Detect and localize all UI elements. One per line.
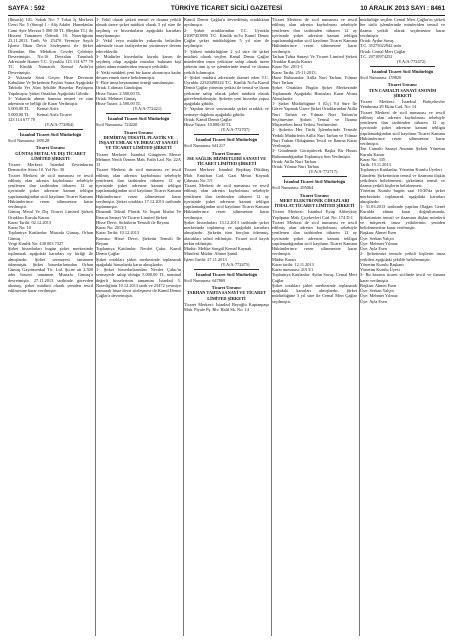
notice-paragraph: Ticaret Merkezi: İstanbul Beyoğlu Kaptanpaşa Mah. Piyale Pş. Blv. Halil Sk. No: 14	[184, 301, 271, 313]
notice-paragraph: (Y.A/A-772475)	[184, 261, 250, 267]
notice-heading: Ticaret Unvanı: GÜNTAŞ METAL VE DIŞ TİCARET LİMİTED ŞİRKETİ	[15, 145, 86, 161]
notice-paragraph: Ortak: Kamil Demir Çağlar Hisse Tutarı: 10.000,00 TL	[184, 116, 232, 127]
notice-heading: Ticaret Unvanı: MERT ELEKTRONİK CİHAZLARI İTHALAT TİCARET LİMİTED ŞİRKETİ	[274, 192, 355, 209]
notice-separator	[106, 113, 171, 114]
notice-paragraph: Şirket hissedarları 13.12.2013 tarihinde şirket merkezinde toplanmış ve aşağıdaki kararları almışlardır. Şirketin tüm borçları ödenmiş, alacakları tahsil edilmiştir. Ticaret sicil kaydı terkin edilmiştir.	[184, 219, 271, 246]
notice-paragraph: 2- Şirketin Her Türlü İşlemlerinde Temsile Yetkili Müdürlerin Atilla Nuri Tarhan ve Yılmaz Nuri Tarhan Olduğunun Tescil ve İlanına Karar Verilmiştir.	[272, 127, 359, 148]
notice-paragraph: 2- Şirket ortaklarından T.C. Uyruklu 21087453890 T.C. Kimlik no'lu Kamil Demir Çağlar şirket müdürlüğüne 5 yıl süre ile seçilmiştir.	[184, 27, 271, 49]
notice-paragraph: 3- Müdürler hissedarlar kurulu kararı ile seçilmiş olup aşağıda imzaları bulunan kişi şirket adına münferiden imzaya yetkilidir.	[96, 53, 183, 70]
text-columns	[8, 17, 445, 636]
notice-heading: İstanbul Ticaret Sicil Müdürlüğü	[19, 131, 82, 137]
notice-heading: İstanbul Ticaret Sicil Müdürlüğü	[283, 179, 346, 185]
notice-paragraph: (Y.A/A-772717)	[272, 169, 338, 175]
notice-paragraph: (Y.A/A-772421)	[96, 106, 162, 112]
notice-paragraph: 2- Yukarıda Sözü Geçen Hisse Devrinin Kabulüne Ve Şirketimiz Payları Sonra Aşağıdaki Tabloda Yer Alan Şekilde Hissedar Paylaşımı Yapılmıştır. Şirket Ortakları Aşağıdaki Gibidir:	[8, 74, 95, 96]
notice-paragraph: Karar Tarihi: 02.12.2013 Karar No: 10 Toplantıya Katılanlar: Mustafa Güntaş, Orhan Güntaş Vergi Kimlik No: 438 003 7327	[8, 219, 93, 246]
notice-paragraph: (Y.A/A-772472)	[360, 59, 426, 64]
notice-paragraph: 5.000,00 TL Kemal Arifa 5.000,00 TL Kemal Arifa Ticaret 123 114 677 70	[8, 106, 72, 122]
notice-paragraph: Karar No: 2013/1 Karar Tarihi: 10.12.2013 Konusu: Hisse Devri, Şirketin Temsili İle Beyanı Toplantıya Katılanlar: Necdet Çakır, Kamil Demir Çağlar	[96, 225, 181, 257]
notice-paragraph: 2- Vekil veya müdürler yukarıda belirtilen adresinde ticari faaliyetlerini yürütmeye devam edeceklerdir.	[96, 38, 183, 54]
notice-paragraph: Ticaret Merkezi: İstanbul Zeytinburnu Demirciler Sitesi 10. Yol No: 30	[8, 162, 95, 173]
notice-paragraph: müdürlüğe seçilen Cemal Mert Çağlar'ın şirketi her türlü işlemlerinde münferiden temsil ve ilzama yetkili olarak seçilmesine karar verilmiştir.	[360, 17, 447, 38]
notice-paragraph: Sicil Numarası: 189128	[8, 138, 50, 144]
notice-paragraph: Ticaret Merkezi: İstanbul Bahçelievler Yenibosna 29 Ekim Cad. No: 14	[360, 99, 446, 110]
notice-paragraph: Müdür Kararı Karar tarihi: 12.11.2013 Karar numarası: 2013/1 Toplantıya Katılanlar: Aydın Savaş, Cemal Mert Çağlar	[272, 256, 357, 283]
notice-paragraph: (Y.A/A-772707)	[184, 127, 250, 133]
notice-paragraph: Karar No: 2013-1 Karar Tarihi: 25-11-2013 Hazır Bulunanlar: Atilla Nuri Tarhan, Yılmaz Nuri Tarhan	[272, 64, 357, 85]
notice-paragraph: Ticaret Merkezi de sicil numarası ve tescil edilmiş olan adresin kaybolması sebebiyle yenilenen ilan tarihinden itibaren 12 ay içerisinde şirket adresine kanuni tebligat yapılamadığından sicil kaydının Ticaret Kanunu Hükümlerince resen silinmesine karar verilmiştir.	[360, 109, 447, 147]
notice-paragraph: 3- Bu kararın ticaret sicilinde tescil ve ilanına karar verilmiştir.	[360, 272, 447, 283]
notice-paragraph: 4- Yetki müddeti yeni bir karar alınıncaya kadar devam etmek üzere belirlenmiştir.	[96, 69, 183, 80]
notice-heading: Ticaret Unvanı: TEN CAMALTI SANAYİ ANONİM ŞİRKETİ	[368, 82, 437, 98]
notice-heading: İstanbul Ticaret Sicil Müdürlüğü	[371, 68, 434, 74]
column-1	[8, 17, 96, 636]
notice-heading: Ticaret Unvanı: JSE SAĞLIK HİZMETLERİ SANAYİ VE TİCARET LİMİTED ŞİRKETİ	[186, 150, 267, 167]
notice-paragraph: Ortak: Atilla Nuri Tarhan Ortak: Yılmaz Nuri Tarhan	[272, 158, 319, 169]
notice-paragraph: Şirket ortakları şirket merkezinde toplanarak aşağıdaki kararları almışlardır. Şirket müdürlüğüne 3 yıl süre ile Cemal Mert Çağlar seçilmiştir.	[272, 282, 359, 304]
notice-paragraph: Ortak: Lokman Gündoğan Hisse Tutarı: 2.500,00 TL Ortak: Mehmet Güntaş Hisse Tutarı: 2.500,00 TL	[96, 85, 142, 106]
notice-paragraph: 2- Şirketimizi temsile yetkili kişilerin imza yetkileri aşağıdaki şekilde belirlenmiştir.	[360, 251, 447, 262]
notice-heading: İstanbul Ticaret Sicil Müdürlüğü	[107, 116, 170, 122]
column-2	[96, 17, 181, 636]
notice-paragraph: Sicil Numarası: 647869	[184, 277, 226, 283]
notice-paragraph: Şirket hissedarları bugün şirket merkezinde toplanarak aşağıdaki kararları oy birliği ile almışlardır. Şirket sermayesi tamamen ödenmiştir. Şirket hissedarlarından Orhan Güntaş Gayrimenkul Tic. Ltd. Şti.ne ait 2.500 adet hisseyi tamamen Mustafa Güntaş'a devretmiştir. 27.11.2013 tarihinde görevden alınmış, şirket müdürü olarak yeniden tescil edilmesine karar verilmiştir.	[8, 246, 95, 294]
notice-separator	[370, 66, 435, 67]
notice-paragraph: Ten Camaltı Sanayi Anonim Şirketi Yönetim Kurulu Kararı	[360, 146, 447, 157]
notice-paragraph: Yönetim Kurulu Başkanı Yönetim Kurulu Üyesi	[360, 261, 404, 273]
notice-paragraph: 1- Şirket hissedarlarından Necdet Çakır'ın sermayede sahip olduğu 5.000,00 TL nominal değerli hisselerinin tamamını İstanbul 5. Noterliğinin 10.12.2013 tarih ve 25472 yevmiye numaralı hisse devri sözleşmesi ile Kamil Demir Çağlar'a devretmiştir.	[96, 267, 183, 299]
column-5	[360, 17, 445, 636]
page-header	[8, 2, 445, 16]
notice-heading: İstanbul Ticaret Sicil Müdürlüğü	[195, 137, 258, 143]
notice-separator	[18, 129, 83, 130]
notice-paragraph: Güntaş Metal Ve Dış Ticaret Limited Şirketi Ortakları Kurulu Kararı	[8, 209, 95, 220]
notice-paragraph: Şirket ortakları şirket merkezinde toplanarak aşağıdaki hususlarda karar almışlardır:	[96, 256, 183, 267]
page-number: SAYFA : 592	[8, 5, 45, 12]
notice-paragraph: (Y.A/A-772864)	[8, 122, 74, 127]
notice-separator	[194, 269, 259, 270]
notice-paragraph: Ticaret Merkezi de sicil numarası ve tescil edilmiş olan adresin kaybolması sebebiyle yenilenen ilan tarihinden itibaren 12 ay içerisinde şirket adresine kanuni tebligat yapılamadığından sicil kaydının Ticaret Kanunu Hükümlerince resen silinmesine karar verilmiştir.	[8, 172, 95, 210]
column-3	[184, 17, 269, 636]
notice-paragraph: 1- 31.03.2013 tarihinde yapılan Olağan Genel Kurulda alınan karar doğrultusunda, Şirketimizin temsil ve ilzamına ilişkin münferit ve müşterek imza yetkilerinin yeniden belirlenmesine karar verilmiştir.	[360, 204, 447, 231]
notice-paragraph: Müdür: Melike Sarıgül Kemal Kaynak Münferit Müdür: Ahmet Şamil İşlem Tarihi: 27.11.2013	[184, 246, 252, 262]
notice-paragraph: 5- Ekte imza beyanname örneği sunulmuştur.	[96, 80, 175, 85]
notice-paragraph: 5- Yapılan devir sonrasında şirket ortaklık ve sermaye dağılımı aşağıdaki gibidir.	[184, 106, 271, 117]
notice-heading: Ticaret Unvanı: DEMİRTAŞ TEKSTİL PLASTİK VE İNŞAAT EMLAK VE İHRACAT SANAYİ VE TİCARET LİMİTED ŞİRKETİ	[98, 129, 179, 151]
notice-paragraph: Ticaret Merkezi de sicil numarası ve tescil edilmiş olan adresin kaybolması sebebiyle yenilenen ilan tarihinden itibaren 12 ay içerisinde şirket adresine kanuni tebligat yapılamadığından sicil kaydının Ticaret Kanunu Hükümlerince resen silinmesine karar verilmiştir.	[184, 183, 271, 220]
column-4	[272, 17, 357, 636]
notice-paragraph: Gündem: Şirketimizin temsil ve ilzamına ilişkin yetkilerin belirlenmesi; şirketimiz temsil ve ilzama yetkili kişilerin belirlenmesi.	[360, 172, 447, 189]
notice-paragraph: Ticaret Merkezi: İstanbul Güngören Merter Mehmet Nesih Özmen Mah. Fatih Lad. No: 22A 13	[96, 151, 183, 168]
notice-paragraph: Ticaret Merkezi de sicil numarası ve tescil edilmiş olan adresin kaybolması sebebiyle yenilenen ilan tarihinden itibaren 12 ay içerisinde şirket adresine kanuni tebligat yapılamadığından sicil kaydının Ticaret Kanunu Hükümlerince resen silinmesine karar verilmiştir.	[272, 17, 359, 54]
notice-paragraph: Tarhan Tahta Sanayi Ve Ticaret Limited Şirketi Ortaklar Kurulu Kararı	[272, 53, 359, 64]
notice-paragraph: Ortak: Aydın Savaş T.C. 35275022942 nolu Ortak: Cemal Mert Çağlar T.C. 29710974252	[360, 38, 406, 59]
issue-date: 10 ARALIK 2013 SAYI : 8461	[360, 5, 445, 12]
notice-paragraph: 1- Şirket Müdürlüğüne 3 (Üç) Yıl Süre İle Görev Yapmak Üzere Şirket Ortaklarından Atilla Nuri Tarhan ve Yılmaz Nuri Tarhan'ın Seçilmesine. Şirketi Temsil ve İlzama Müştereken İmza Yetkisi Verilmesine.	[272, 101, 359, 127]
notice-separator	[282, 176, 347, 177]
notice-paragraph: Şirket Ortakları Bugün Şirket Merkezinde Toplanarak Aşağıdaki Hususları Karar Altına Almışlardır:	[272, 85, 359, 101]
notice-paragraph: Hisse Devri, Sirkülerin Temsili ile Beyanı	[96, 219, 169, 225]
notice-paragraph: Ticaret Merkezi: İstanbul Eyüp Alibeyköy Yeşilpınar Mah. Çiçekevleri Cad. No: 174 D:1	[272, 209, 358, 220]
notice-separator	[194, 134, 259, 135]
notice-heading: İstanbul Ticaret Sicil Müdürlüğü	[195, 271, 258, 277]
notice-paragraph: Başkan: Ahmet Esen Üye: Serkan Yalçın Üye: Mehmet Yılmaz Üye: Ayla Esen	[360, 282, 398, 304]
notice-heading: Ticaret Unvanı: TARHAN TAHTA SANAYİ VE TİCARET LİMİTED ŞİRKETİ	[186, 285, 267, 301]
notice-paragraph: Yönetim Kurulu bugün saat 10:30'da şirket merkezinde toplanarak aşağıdaki kararları almışlardır.	[360, 188, 447, 204]
notice-paragraph: Sicil Numarası: 724220	[96, 122, 138, 128]
notice-paragraph: Ticaret Merkezi de sicil numarası ve tescil edilmiş olan adresin kaybolması sebebiyle yenilenen ilan tarihinden itibaren 12 ay içerisinde şirket adresine kanuni tebligat yapılamadığından sicil kaydının Ticaret Kanunu Hükümlerince resen silinmesine karar verilmiştir. Şirket ortakları 17.12.2013 tarihinde toplanmıştır.	[96, 167, 183, 210]
notice-paragraph: Kamil Demir Çağlar'a devredilmiş ortaklıktan ayrılmıştır.	[184, 17, 271, 28]
notice-paragraph: (İhtsaslı) 101. Sokak No: 7 Tokat İş Merkezi Üzeri No: 5 (Sinop) 1 - Aliş Adalet Hanedanlar Cami Ayte Mevzat 5 000 00 TL (Beşbin TL) ile Hisseni Tamamen Ödendi, 10. Noterliğinin 23.11.2013 Tarih Ve 25470 Yevmiye Sayılı İşlemi İlkan Devir Sözleşmesi ile Şirket Disendan Bin Mehdion Cevdet Çelebiye Devretmiştir. No:16 Devralan Tanrıbalı Adresinde İkamet T.C. Uyruklu 123 114 677 70 TC Kimlik Numaralı Kemal Arifa'ya Devretmiştir.	[8, 17, 96, 75]
notice-paragraph: Sicil Numarası: 641217	[184, 143, 226, 149]
notice-paragraph: 1- Vekil olarak şirketi temsil ve ilzama yetkili olmak üzere şirket müdürü olarak 5 yıl süre ile seçilmiş ve hissedarların aşağıdaki kararları onaylanmıştır.	[96, 17, 183, 38]
notice-paragraph: 4- Şirket müdürü adresinde ikamet eden T.C. Uyruklu 22320490324 T.C. Kimlik No'lu Kamil Demir Çağlar yönetim yetkisi ile temsil ve ilzam yetkisine sahip olarak şirket müdürü olarak görevlendirilmiştir. Şirketin yeni hissedar yapısı aşağıdaki gibidir.	[184, 74, 271, 106]
notice-paragraph: Dinamik Tekstil Plastik Ve İnşaat İthalat Ve İhracat Sanayi Ve Ticaret Limited Şirketi	[96, 209, 183, 220]
notice-paragraph: 3- Gündemde Görüşülecek Başka Bir Husus Bulunmadığından Toplantıya Son Verilmiştir.	[272, 148, 359, 159]
notice-paragraph: 3- Şirketi müdürlüğüne 2 yıl süre ile şirket müdürü olarak seçilen Kamil Demir Çağlar münferiden imza yetkisine sahip olmak üzere şirketin tüm iş ve işlemlerinde temsil ve ilzama yetkili kılınmıştır.	[184, 48, 271, 75]
notice-paragraph: Sicil Numarası: 159820	[360, 75, 402, 81]
notice-paragraph: Başkan: Ahmet Esen Üye: Serkan Yalçın Üye: Mehmet Yılmaz Üye: Ayla Esen	[360, 230, 398, 252]
notice-paragraph: Ticaret Merkezi de sicil numarası ve tescil edilmiş olan adresin kaybolması sebebiyle yenilenen ilan tarihinden itibaren 12 ay içerisinde şirket adresine kanuni tebligat yapılamadığından sicil kaydının Ticaret Kanunu Hükümlerince resen silinmesine karar verilmiştir.	[272, 219, 359, 257]
notice-paragraph: Sicil Numarası: 295064	[272, 185, 314, 191]
notice-paragraph: 3- Yukarıda ahmet kanunu nesnel ve tüm adresinin ve belliği ile Karar Verilmiştir.	[8, 95, 95, 106]
notice-paragraph: Karar No: 335 Tarih: 19.11.2013 Toplantıya Katılanlar: Yönetim Kurulu Üyeleri	[360, 156, 442, 173]
notice-paragraph: Ticaret Merkezi: İstanbul Beşiktaş Dikilitaş Mah. Emirhan Cad. Gazi Mesut Kaynak Çıkmazı No: 5/1	[184, 167, 271, 183]
journal-title: TÜRKİYE TİCARET SİCİLİ GAZETESİ	[170, 5, 283, 12]
